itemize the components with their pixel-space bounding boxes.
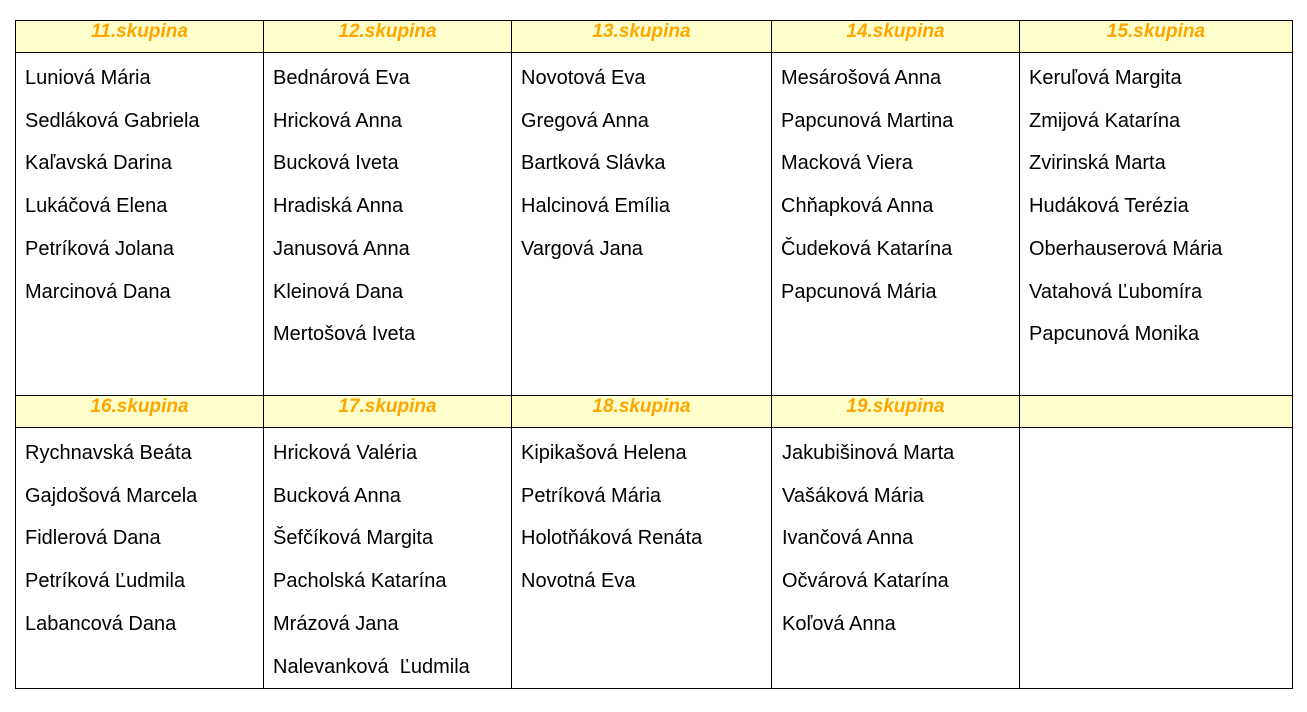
member-list bbox=[1020, 53, 1292, 356]
member-name: Gregová Anna bbox=[521, 109, 649, 132]
member-name: Kleinová Dana bbox=[273, 280, 404, 303]
header-row bbox=[16, 21, 1293, 53]
member-name: Chňapková Anna bbox=[781, 195, 934, 218]
member-name: Oberhauserová Mária bbox=[1029, 237, 1223, 260]
member-name: Vašáková Mária bbox=[782, 484, 924, 507]
member-name: Koľová Anna bbox=[782, 612, 896, 635]
member-name: Mesárošová Anna bbox=[781, 67, 942, 89]
member-list bbox=[512, 428, 771, 603]
member-name: Ivančová Anna bbox=[782, 527, 914, 550]
group-header: 18.skupina bbox=[512, 396, 772, 428]
member-name: Macková Viera bbox=[781, 152, 913, 175]
group-members-cell bbox=[16, 53, 264, 396]
group-members-cell bbox=[1020, 53, 1293, 396]
group-header: 12.skupina bbox=[264, 21, 512, 53]
member-name: Petríková Jolana bbox=[25, 237, 174, 260]
member-name: Jakubišinová Marta bbox=[782, 442, 955, 464]
member-name: Fidlerová Dana bbox=[25, 527, 161, 550]
member-name: Gajdošová Marcela bbox=[25, 484, 198, 507]
members-row bbox=[16, 53, 1293, 396]
member-name: Kipikašová Helena bbox=[521, 442, 687, 464]
member-name: Janusová Anna bbox=[273, 237, 410, 260]
member-list bbox=[264, 428, 511, 688]
member-name: Hricková Anna bbox=[273, 109, 402, 132]
member-name: Novotová Eva bbox=[521, 67, 646, 89]
member-name: Bucková Anna bbox=[273, 484, 401, 507]
member-list bbox=[772, 428, 1019, 646]
member-name: Papcunová Martina bbox=[781, 109, 954, 132]
member-list bbox=[264, 53, 511, 356]
group-header: 14.skupina bbox=[772, 21, 1020, 53]
member-name: Rychnavská Beáta bbox=[25, 442, 192, 464]
member-name: Očvárová Katarína bbox=[782, 570, 949, 593]
member-name: Pacholská Katarína bbox=[273, 570, 447, 593]
group-members-cell-empty bbox=[1020, 428, 1293, 689]
member-name: Bucková Iveta bbox=[273, 152, 399, 175]
member-name: Kaľavská Darina bbox=[25, 152, 173, 175]
member-name: Luniová Mária bbox=[25, 67, 151, 89]
member-list bbox=[512, 53, 771, 271]
member-name: Sedláková Gabriela bbox=[25, 109, 200, 132]
group-members-cell bbox=[772, 53, 1020, 396]
member-name: Holotňáková Renáta bbox=[521, 527, 703, 550]
group-header: 19.skupina bbox=[772, 396, 1020, 428]
member-name: Vatahová Ľubomíra bbox=[1029, 280, 1203, 303]
member-name: Zmijová Katarína bbox=[1029, 109, 1181, 132]
member-name: Novotná Eva bbox=[521, 570, 636, 593]
member-name: Bednárová Eva bbox=[273, 67, 410, 89]
member-name: Vargová Jana bbox=[521, 237, 643, 260]
member-name: Papcunová Mária bbox=[781, 280, 937, 303]
group-header: 13.skupina bbox=[512, 21, 772, 53]
member-name: Hradiská Anna bbox=[273, 195, 404, 218]
member-list bbox=[1020, 428, 1292, 432]
member-name: Hudáková Terézia bbox=[1029, 195, 1189, 218]
group-header: 17.skupina bbox=[264, 396, 512, 428]
member-name: Bartková Slávka bbox=[521, 152, 666, 175]
groups-table bbox=[15, 20, 1293, 689]
group-header: 16.skupina bbox=[16, 396, 264, 428]
member-name: Nalevanková Ľudmila bbox=[273, 655, 470, 678]
group-header: 15.skupina bbox=[1020, 21, 1293, 53]
member-name: Keruľová Margita bbox=[1029, 67, 1182, 89]
group-members-cell bbox=[264, 53, 512, 396]
group-header-empty bbox=[1020, 396, 1293, 428]
group-members-cell bbox=[772, 428, 1020, 689]
member-name: Marcinová Dana bbox=[25, 280, 171, 303]
member-list bbox=[16, 53, 263, 313]
member-list bbox=[772, 53, 1019, 313]
member-name: Labancová Dana bbox=[25, 612, 177, 635]
member-name: Čudeková Katarína bbox=[781, 237, 953, 260]
member-name: Petríková Ľudmila bbox=[25, 570, 186, 593]
member-name: Šefčíková Margita bbox=[273, 527, 434, 550]
group-members-cell bbox=[264, 428, 512, 689]
member-list bbox=[16, 428, 263, 646]
group-members-cell bbox=[512, 53, 772, 396]
member-name: Lukáčová Elena bbox=[25, 195, 168, 218]
member-name: Mertošová Iveta bbox=[273, 323, 416, 346]
members-row bbox=[16, 428, 1293, 689]
member-name: Zvirinská Marta bbox=[1029, 152, 1166, 175]
member-name: Petríková Mária bbox=[521, 484, 662, 507]
member-name: Mrázová Jana bbox=[273, 612, 399, 635]
group-members-cell bbox=[512, 428, 772, 689]
member-name: Papcunová Monika bbox=[1029, 323, 1200, 346]
group-header: 11.skupina bbox=[16, 21, 264, 53]
member-name: Hricková Valéria bbox=[273, 442, 418, 464]
header-row bbox=[16, 396, 1293, 428]
group-members-cell bbox=[16, 428, 264, 689]
member-name: Halcinová Emília bbox=[521, 195, 670, 218]
